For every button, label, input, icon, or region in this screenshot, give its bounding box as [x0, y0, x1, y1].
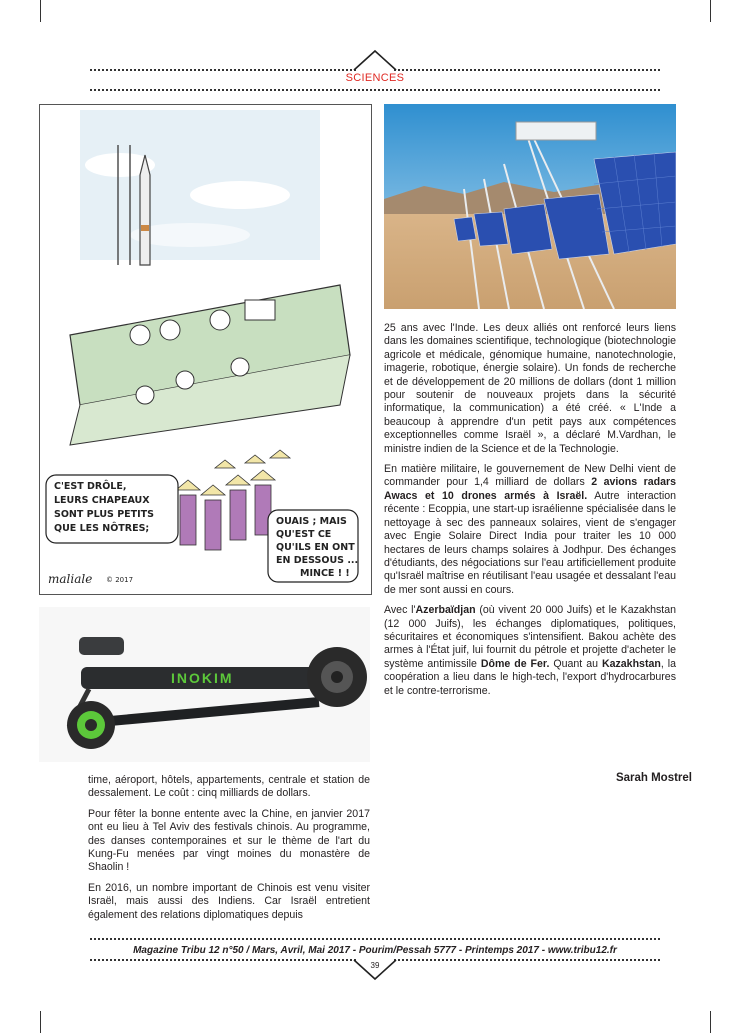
svg-text:SONT PLUS PETITS [54, 509, 154, 520]
header-rule-right [394, 69, 660, 71]
left-paragraph-3: En 2016, un nombre important de Chinois est venu visiter Israël, mais aussi des Indiens. Car Israël entretient également des relations diplomatiques depuis [88, 881, 370, 921]
crop-mark-bottom-left [40, 1011, 41, 1033]
bubble-left-line-2: LEURS CHAPEAUX [54, 495, 150, 506]
left-column-text [88, 774, 370, 929]
header-rule-left [90, 69, 356, 71]
bubble-right-line-4: EN DESSOUS ... [276, 555, 359, 566]
footer-text: Magazine Tribu 12 n°50 / Mars, Avril, Mai 2017 - Pourim/Pessah 5777 - Printemps 2017 - www.tribu12.fr [133, 945, 617, 956]
bubble-right-line-5: MINCE ! ! [300, 568, 350, 579]
bubble-right-line-1: OUAIS ; MAIS [276, 516, 347, 527]
footer-rule-left [90, 959, 356, 961]
footer-rule-right [394, 959, 660, 961]
bubble-right-line-2: QU'EST CE [276, 529, 332, 540]
left-paragraph-2: Pour fêter la bonne entente avec la Chine, en janvier 2017 ont eu lieu à Tel Aviv des festivals chinois. Au programme, des danses contemporaines et sur le thème de l'art du Kung-Fu menées par vingt moines du monastère de Shaolin ! [88, 807, 370, 874]
right-p2-bold: 2 avions radars Awacs et 10 drones armés à Israël. [384, 476, 676, 502]
header-triangle-icon [352, 48, 398, 72]
right-paragraph-1: 25 ans avec l'Inde. Les deux alliés ont renforcé leurs liens dans les domaines scientifique, technologique (biotechnologie agricole et médicale, génomique humaine, nanotechnologie, imagerie, robotique, énergie solaire). Un fonds de recherche et de développement de 20 millions de dollars (dont 1 million pour soutenir de nouveaux projets dans la sécurité informatique, la communication) a été créé. « L'Inde a beaucoup à apprendre d'un petit pays aux compétences exceptionnelles comme Israël », a déclaré M.Vardhan, le ministre indien de la Science et de la Technologie. [384, 322, 676, 455]
right-p3-bold-dome: Dôme de Fer. [480, 657, 550, 670]
left-paragraph-1: time, aéroport, hôtels, appartements, centrale et station de dessalement. Le coût : cinq milliards de dollars. [88, 774, 370, 800]
svg-text:QU'ILS EN ONT [276, 542, 355, 553]
bubble-right-line-3: QU'ILS EN ONT [276, 542, 355, 553]
scooter-brand: INOKIM [171, 670, 234, 686]
svg-text:OUAIS ; MAIS [276, 516, 347, 527]
section-label: SCIENCES [345, 72, 405, 84]
right-p3-bold-azerbaijan: Azerbaïdjan [415, 604, 476, 617]
right-p3-text-cont: (où vivent 20 000 Juifs) et le Kazakhstan (12 000 Juifs), les échanges diplomatiques, politiques, sécuritaires et économiques s'intensifient. Bakou achète des armes à l'État juif, lui fournit du pétrole et projette d'acheter le système antimissile [384, 604, 676, 670]
right-p2-text: En matière militaire, le gouvernement de New Delhi vient de commander pour 1,4 milliard de dollars [384, 463, 676, 489]
cartoon-signature: maliale [48, 572, 93, 586]
cartoon-copyright: © 2017 [106, 576, 134, 584]
bubble-left-line-4: QUE LES NÔTRES; [54, 523, 150, 534]
crop-mark-bottom-right [710, 1011, 711, 1033]
cartoon-illustration [39, 104, 372, 595]
right-p3-text-end: , la coopération a lieu dans le high-tech, l'export d'hydrocarbures et le contre-terrorisme. [384, 657, 676, 697]
svg-text:C'EST DRÔLE, [54, 480, 126, 492]
bubble-left-line-3: SONT PLUS PETITS [54, 509, 154, 520]
crop-mark-left [40, 0, 41, 22]
right-column-text [384, 322, 676, 705]
svg-text:QUE LES NÔTRES; [54, 522, 149, 534]
right-paragraph-2 [384, 463, 676, 597]
bubble-left-line-1: C'EST DRÔLE, [54, 481, 127, 492]
svg-text:maliale [48, 572, 92, 586]
svg-text:EN DESSOUS ... [276, 555, 358, 566]
svg-text:MINCE ! ! [300, 568, 350, 579]
page-number: 39 [370, 961, 380, 970]
svg-text:© 2017 [106, 576, 133, 584]
right-paragraph-3 [384, 604, 676, 698]
author-name: Sarah Mostrel [615, 772, 692, 784]
header-rule-lower [90, 89, 660, 91]
scooter-photo [39, 607, 370, 762]
right-p2-text-cont: Autre interaction récente : Ecoppia, une start-up israélienne spécialisée dans le nettoyage à sec des panneaux solaires, vient de s'engager avec Engie Solaire Direct India pour traiter les 10 000 hectares de leurs champs solaires à Jodhpur. Des échanges d'étudiants, des négociations sur l'eau artificiellement produite qu'Israël maîtrise en réutilisant l'eau usagée et dessalant l'eau de mer sont aussi en cours. [384, 489, 677, 596]
svg-text:QU'EST CE [276, 529, 331, 540]
svg-text:INOKIM [171, 670, 234, 686]
right-p3-bold-kazakhstan: Kazakhstan [601, 657, 661, 670]
svg-text:LEURS CHAPEAUX [54, 495, 150, 506]
crop-mark-right [710, 0, 711, 22]
right-p3-text-cont2: Quant au [549, 657, 602, 670]
right-p3-text: Avec l' [384, 604, 416, 617]
footer-rule-top [90, 938, 660, 940]
solar-panels-photo [384, 104, 676, 309]
